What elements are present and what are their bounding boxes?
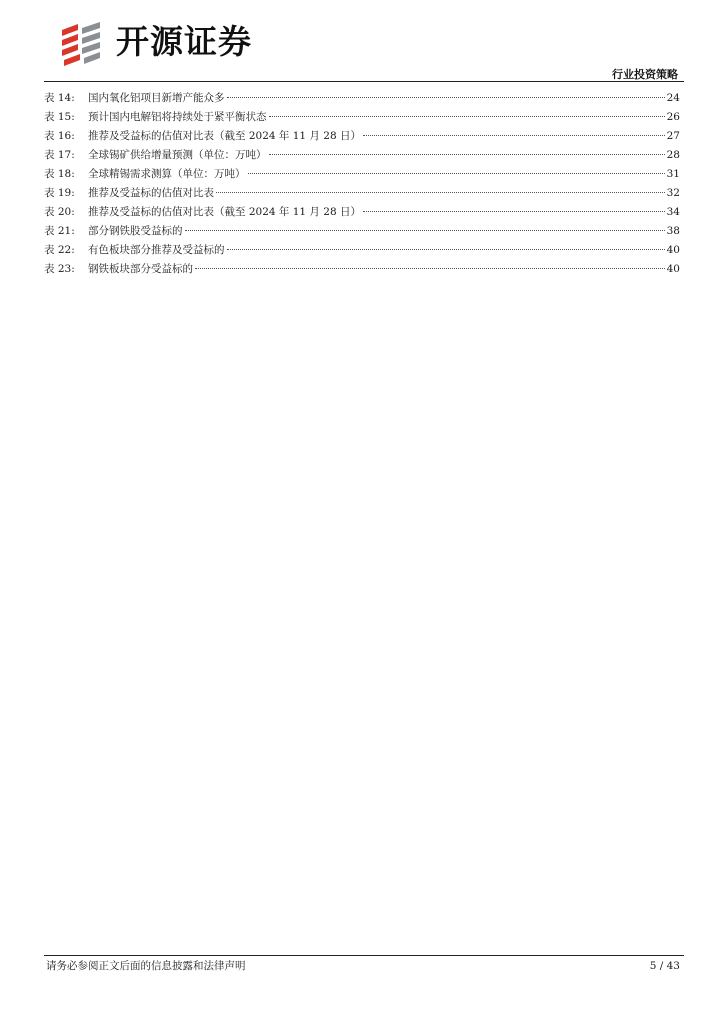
toc-leader-dots bbox=[227, 249, 665, 250]
toc-entry-label: 表 21: bbox=[44, 225, 75, 237]
toc-entry-title: 钢铁板块部分受益标的 bbox=[88, 263, 193, 275]
toc-entry-label: 表 22: bbox=[44, 244, 75, 256]
toc-entry-page: 26 bbox=[666, 111, 680, 123]
toc-entry[interactable] bbox=[44, 89, 680, 108]
toc-entry[interactable] bbox=[44, 108, 680, 127]
toc-entry[interactable] bbox=[44, 222, 680, 241]
toc-entry-title: 推荐及受益标的估值对比表（截至 2024 年 11 月 28 日） bbox=[88, 206, 361, 218]
toc-entry-label: 表 20: bbox=[44, 206, 75, 218]
toc-entry-label: 表 18: bbox=[44, 168, 75, 180]
toc-entry-page: 34 bbox=[666, 206, 680, 218]
toc-entry-label: 表 23: bbox=[44, 263, 75, 275]
brand-name: 开源证券 bbox=[116, 22, 252, 61]
toc-leader-dots bbox=[363, 211, 665, 212]
toc-entry-label: 表 17: bbox=[44, 149, 75, 161]
toc-entry-label: 表 15: bbox=[44, 111, 75, 123]
toc-leader-dots bbox=[269, 154, 665, 155]
footer-divider bbox=[44, 955, 684, 956]
report-section-tag: 行业投资策略 bbox=[612, 68, 678, 81]
toc-entry-label: 表 19: bbox=[44, 187, 75, 199]
toc-entry-title: 部分钢铁股受益标的 bbox=[88, 225, 183, 237]
toc-leader-dots bbox=[185, 230, 665, 231]
toc-leader-dots bbox=[227, 97, 665, 98]
header-divider bbox=[44, 81, 684, 82]
toc-entry[interactable] bbox=[44, 260, 680, 279]
toc-entry-page: 24 bbox=[666, 92, 680, 104]
toc-leader-dots bbox=[216, 192, 665, 193]
toc-entry[interactable] bbox=[44, 184, 680, 203]
toc-entry-label: 表 16: bbox=[44, 130, 75, 142]
toc-entry-title: 国内氧化铝项目新增产能众多 bbox=[88, 92, 225, 104]
toc-entry-page: 31 bbox=[666, 168, 680, 180]
toc-entry-title: 预计国内电解铝将持续处于紧平衡状态 bbox=[88, 111, 267, 123]
toc-entry[interactable] bbox=[44, 146, 680, 165]
kaiyuan-logo-icon bbox=[58, 20, 104, 66]
toc-entry[interactable] bbox=[44, 241, 680, 260]
page-header bbox=[0, 0, 724, 82]
toc-entry-title: 全球锡矿供给增量预测（单位：万吨） bbox=[88, 149, 267, 161]
toc-entry-page: 32 bbox=[666, 187, 680, 199]
toc-entry-page: 40 bbox=[666, 244, 680, 256]
toc-entry-page: 38 bbox=[666, 225, 680, 237]
toc-entry[interactable] bbox=[44, 165, 680, 184]
toc-entry-page: 27 bbox=[666, 130, 680, 142]
toc-entry[interactable] bbox=[44, 203, 680, 222]
toc-leader-dots bbox=[195, 268, 665, 269]
toc-entry-page: 40 bbox=[666, 263, 680, 275]
toc-entry-title: 全球精锡需求测算（单位：万吨） bbox=[88, 168, 246, 180]
toc-leader-dots bbox=[248, 173, 665, 174]
toc-entry-label: 表 14: bbox=[44, 92, 75, 104]
toc-entry-title: 推荐及受益标的估值对比表 bbox=[88, 187, 214, 199]
toc-entry-title: 有色板块部分推荐及受益标的 bbox=[88, 244, 225, 256]
toc-leader-dots bbox=[269, 116, 665, 117]
table-of-contents bbox=[44, 89, 680, 279]
toc-entry[interactable] bbox=[44, 127, 680, 146]
toc-entry-page: 28 bbox=[666, 149, 680, 161]
page-number: 5 / 43 bbox=[649, 960, 680, 972]
toc-leader-dots bbox=[363, 135, 665, 136]
toc-entry-title: 推荐及受益标的估值对比表（截至 2024 年 11 月 28 日） bbox=[88, 130, 361, 142]
legal-disclaimer-note: 请务必参阅正文后面的信息披露和法律声明 bbox=[46, 960, 246, 972]
